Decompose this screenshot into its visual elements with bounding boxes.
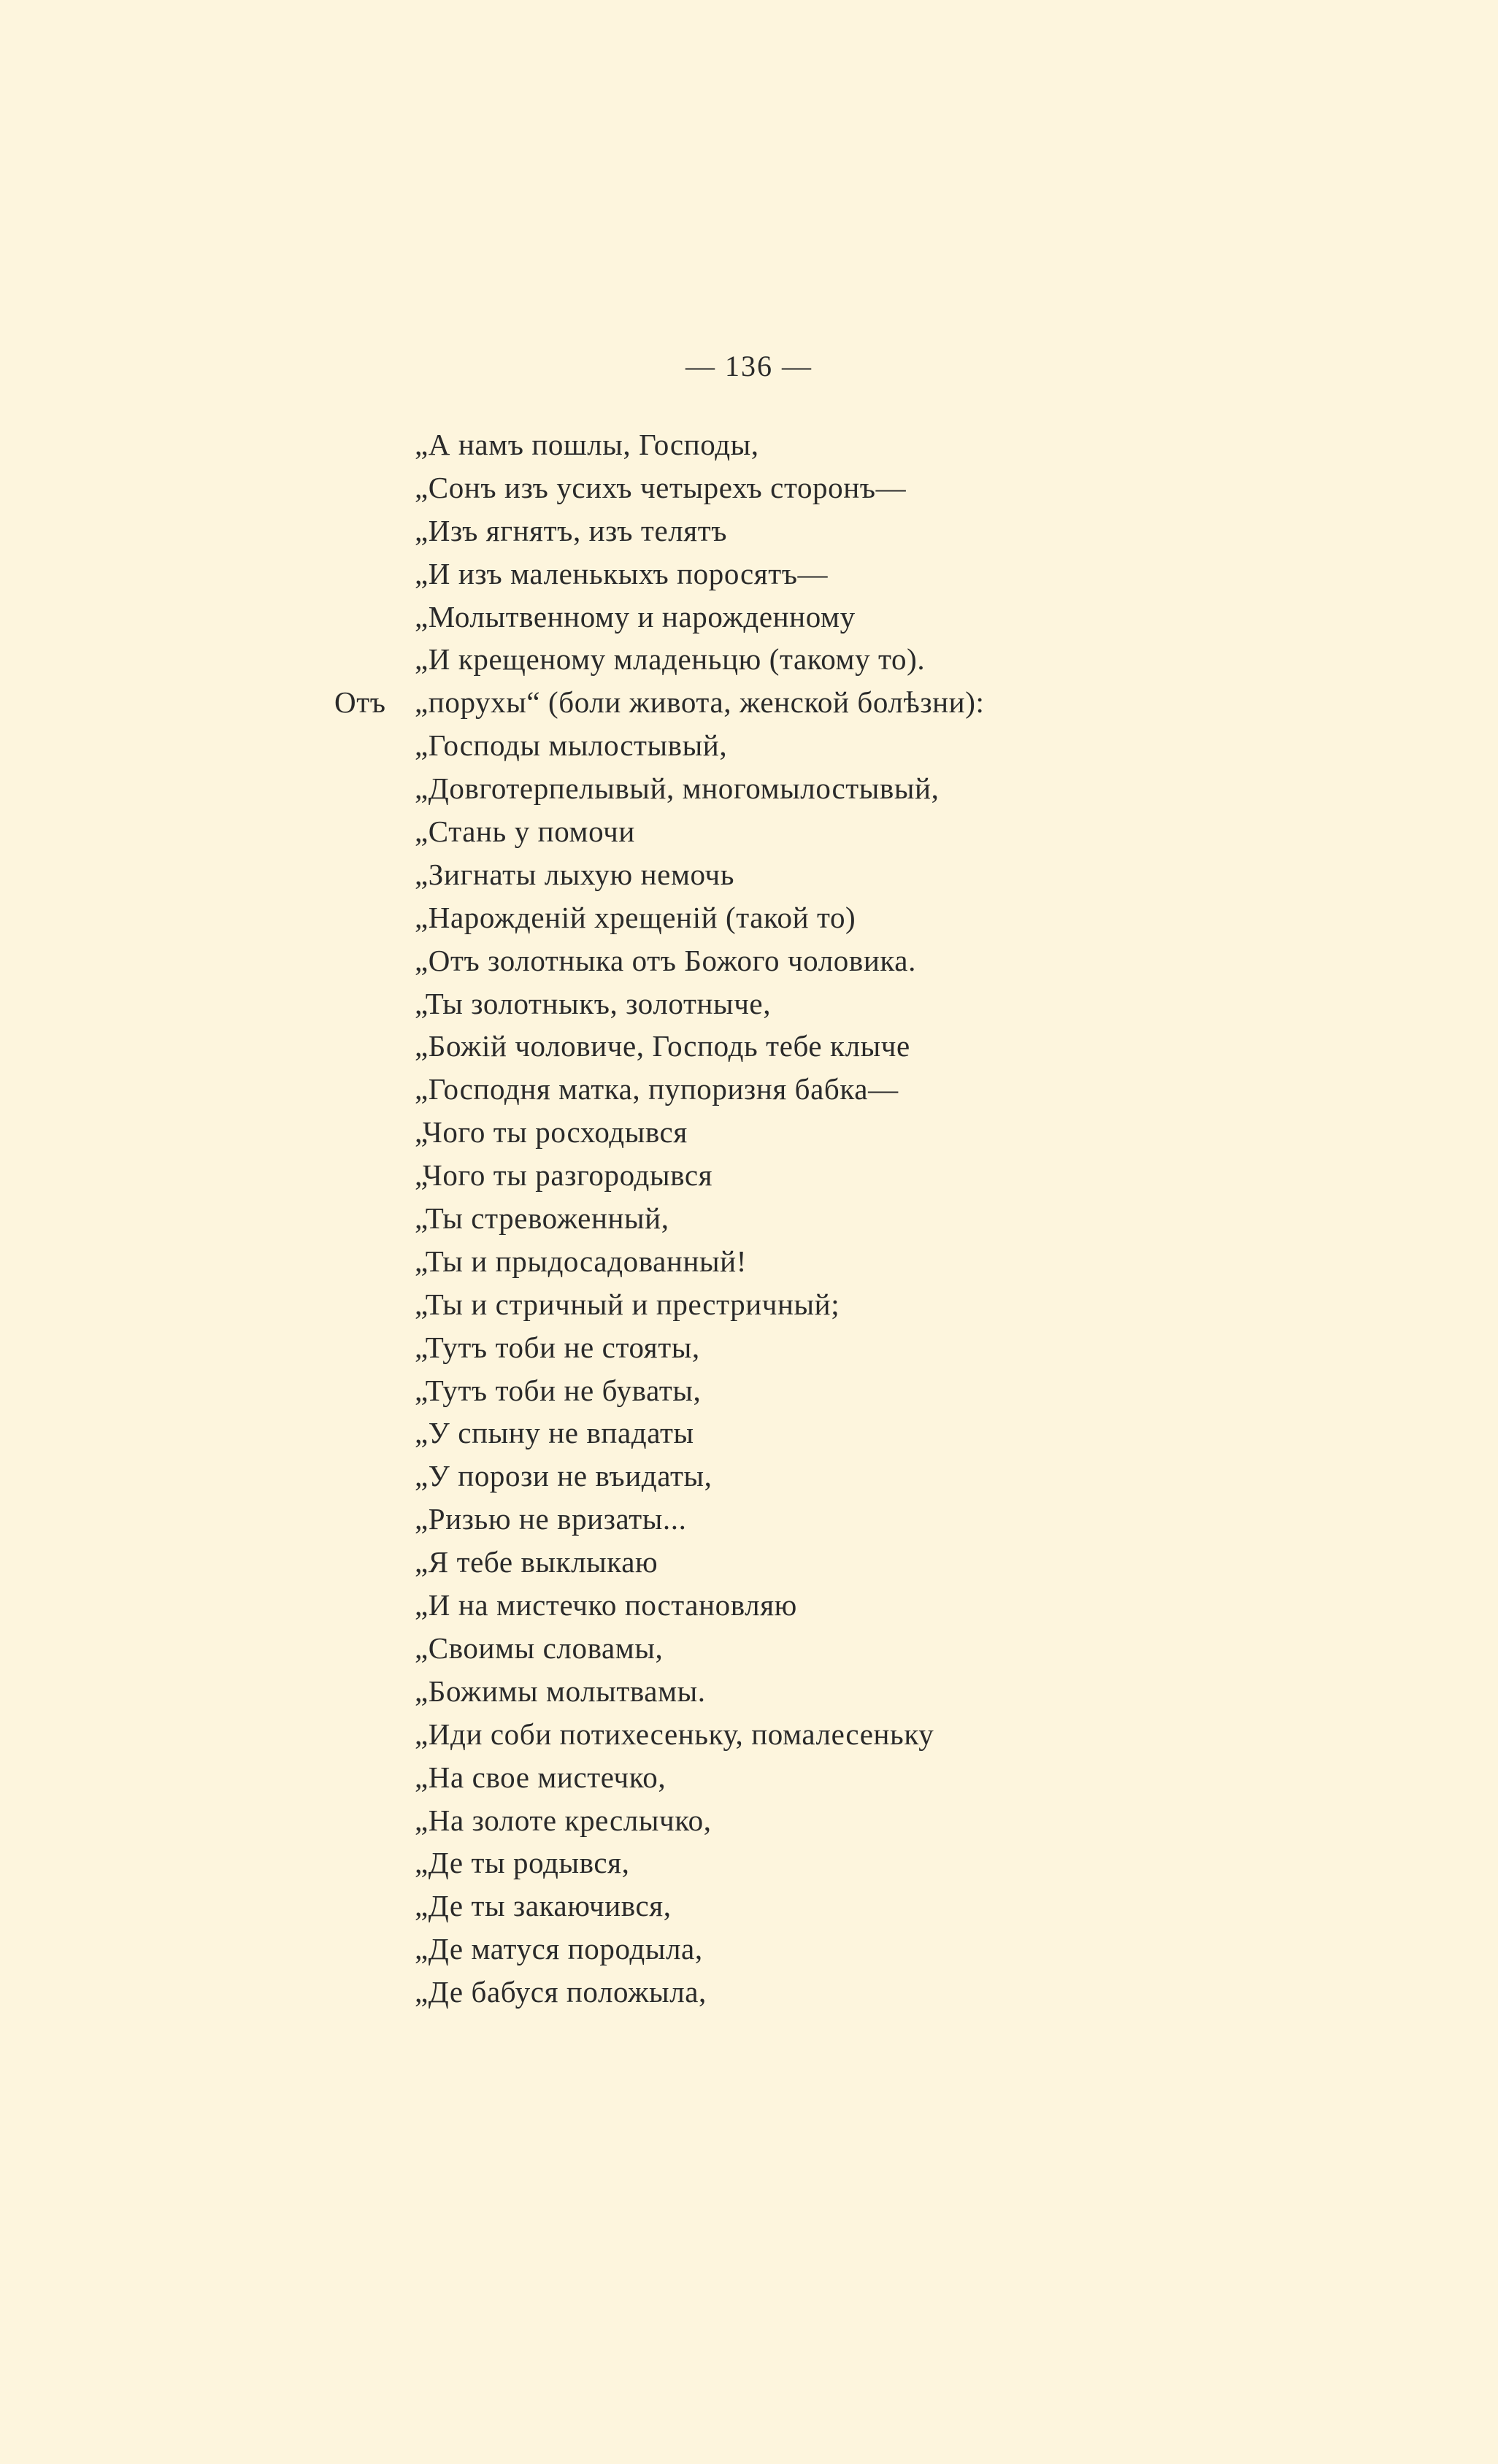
verse-line: „Зигнаты лыхую немочь <box>415 857 735 891</box>
verse-line-with-marginal <box>334 681 1437 724</box>
verse-line: „Де ты родывся, <box>415 1846 630 1880</box>
verse-line: „Де ты закаючився, <box>415 1889 672 1923</box>
verse-line: „На свое мистечко, <box>415 1760 667 1794</box>
verse-line: „Своимы словамы, <box>415 1631 664 1665</box>
verse-line: „Иди соби потихесеньку, помалесеньку <box>415 1717 934 1751</box>
verse-line: „У порози не въидаты, <box>415 1459 712 1493</box>
verse-line: „И изъ маленькыхъ поросятъ— <box>415 556 829 590</box>
verse-line: „Отъ золотныка отъ Божого чоловика. <box>415 943 916 977</box>
page-number: — 136 — <box>685 350 813 382</box>
verse-line: „Нарожденій хрещеній (такой то) <box>415 900 856 934</box>
verse-text <box>334 423 1437 2014</box>
verse-line: „Де матуся породыла, <box>415 1932 703 1966</box>
verse-line: „Довготерпелывый, многомылостывый, <box>415 771 940 806</box>
verse-line-text: „порухы“ (боли живота, женской болѣзни): <box>415 685 985 720</box>
verse-line: „Стань у помочи <box>415 815 635 849</box>
verse-line: „Тутъ тоби не стояты, <box>415 1330 700 1364</box>
verse-line: „Ризью не вризаты... <box>415 1502 687 1536</box>
verse-line: „Молытвенному и нарожденному <box>415 599 856 634</box>
verse-line: „Тутъ тоби не буваты, <box>415 1373 702 1407</box>
verse-line: „Чого ты росходывся <box>415 1115 688 1150</box>
verse-line: „И на мистечко постановляю <box>415 1588 797 1622</box>
verse-line: „Чого ты разгородывся <box>415 1158 713 1193</box>
verse-line: „Изъ ягнятъ, изъ телятъ <box>415 513 728 547</box>
verse-line: „Ты и стричный и престричный; <box>415 1287 840 1321</box>
verse-line: „И крещеному младеньцю (такому то). <box>415 642 926 677</box>
verse-line: „А намъ пошлы, Господы, <box>415 428 759 461</box>
verse-line: „Ты и прыдосадованный! <box>415 1244 747 1278</box>
verse-line: „Божимы молытвамы. <box>415 1674 706 1708</box>
verse-line: „Господы мылостывый, <box>415 728 728 763</box>
verse-line: „У спыну не впадаты <box>415 1416 694 1450</box>
verse-line: „Сонъ изъ усихъ четырехъ сторонъ— <box>415 470 907 504</box>
verse-line: „Де бабуся положыла, <box>415 1975 707 2009</box>
marginal-label: Отъ <box>334 685 386 720</box>
verse-line: „Ты стревоженный, <box>415 1201 669 1236</box>
verse-line: „Божій чоловиче, Господь тебе клыче <box>415 1029 910 1063</box>
verse-line: „Я тебе выклыкаю <box>415 1545 658 1579</box>
verse-line: „Ты золотныкъ, золотныче, <box>415 986 772 1020</box>
verse-line: „На золоте креслычко, <box>415 1803 712 1837</box>
verse-line: „Господня матка, пупоризня бабка— <box>415 1072 899 1106</box>
